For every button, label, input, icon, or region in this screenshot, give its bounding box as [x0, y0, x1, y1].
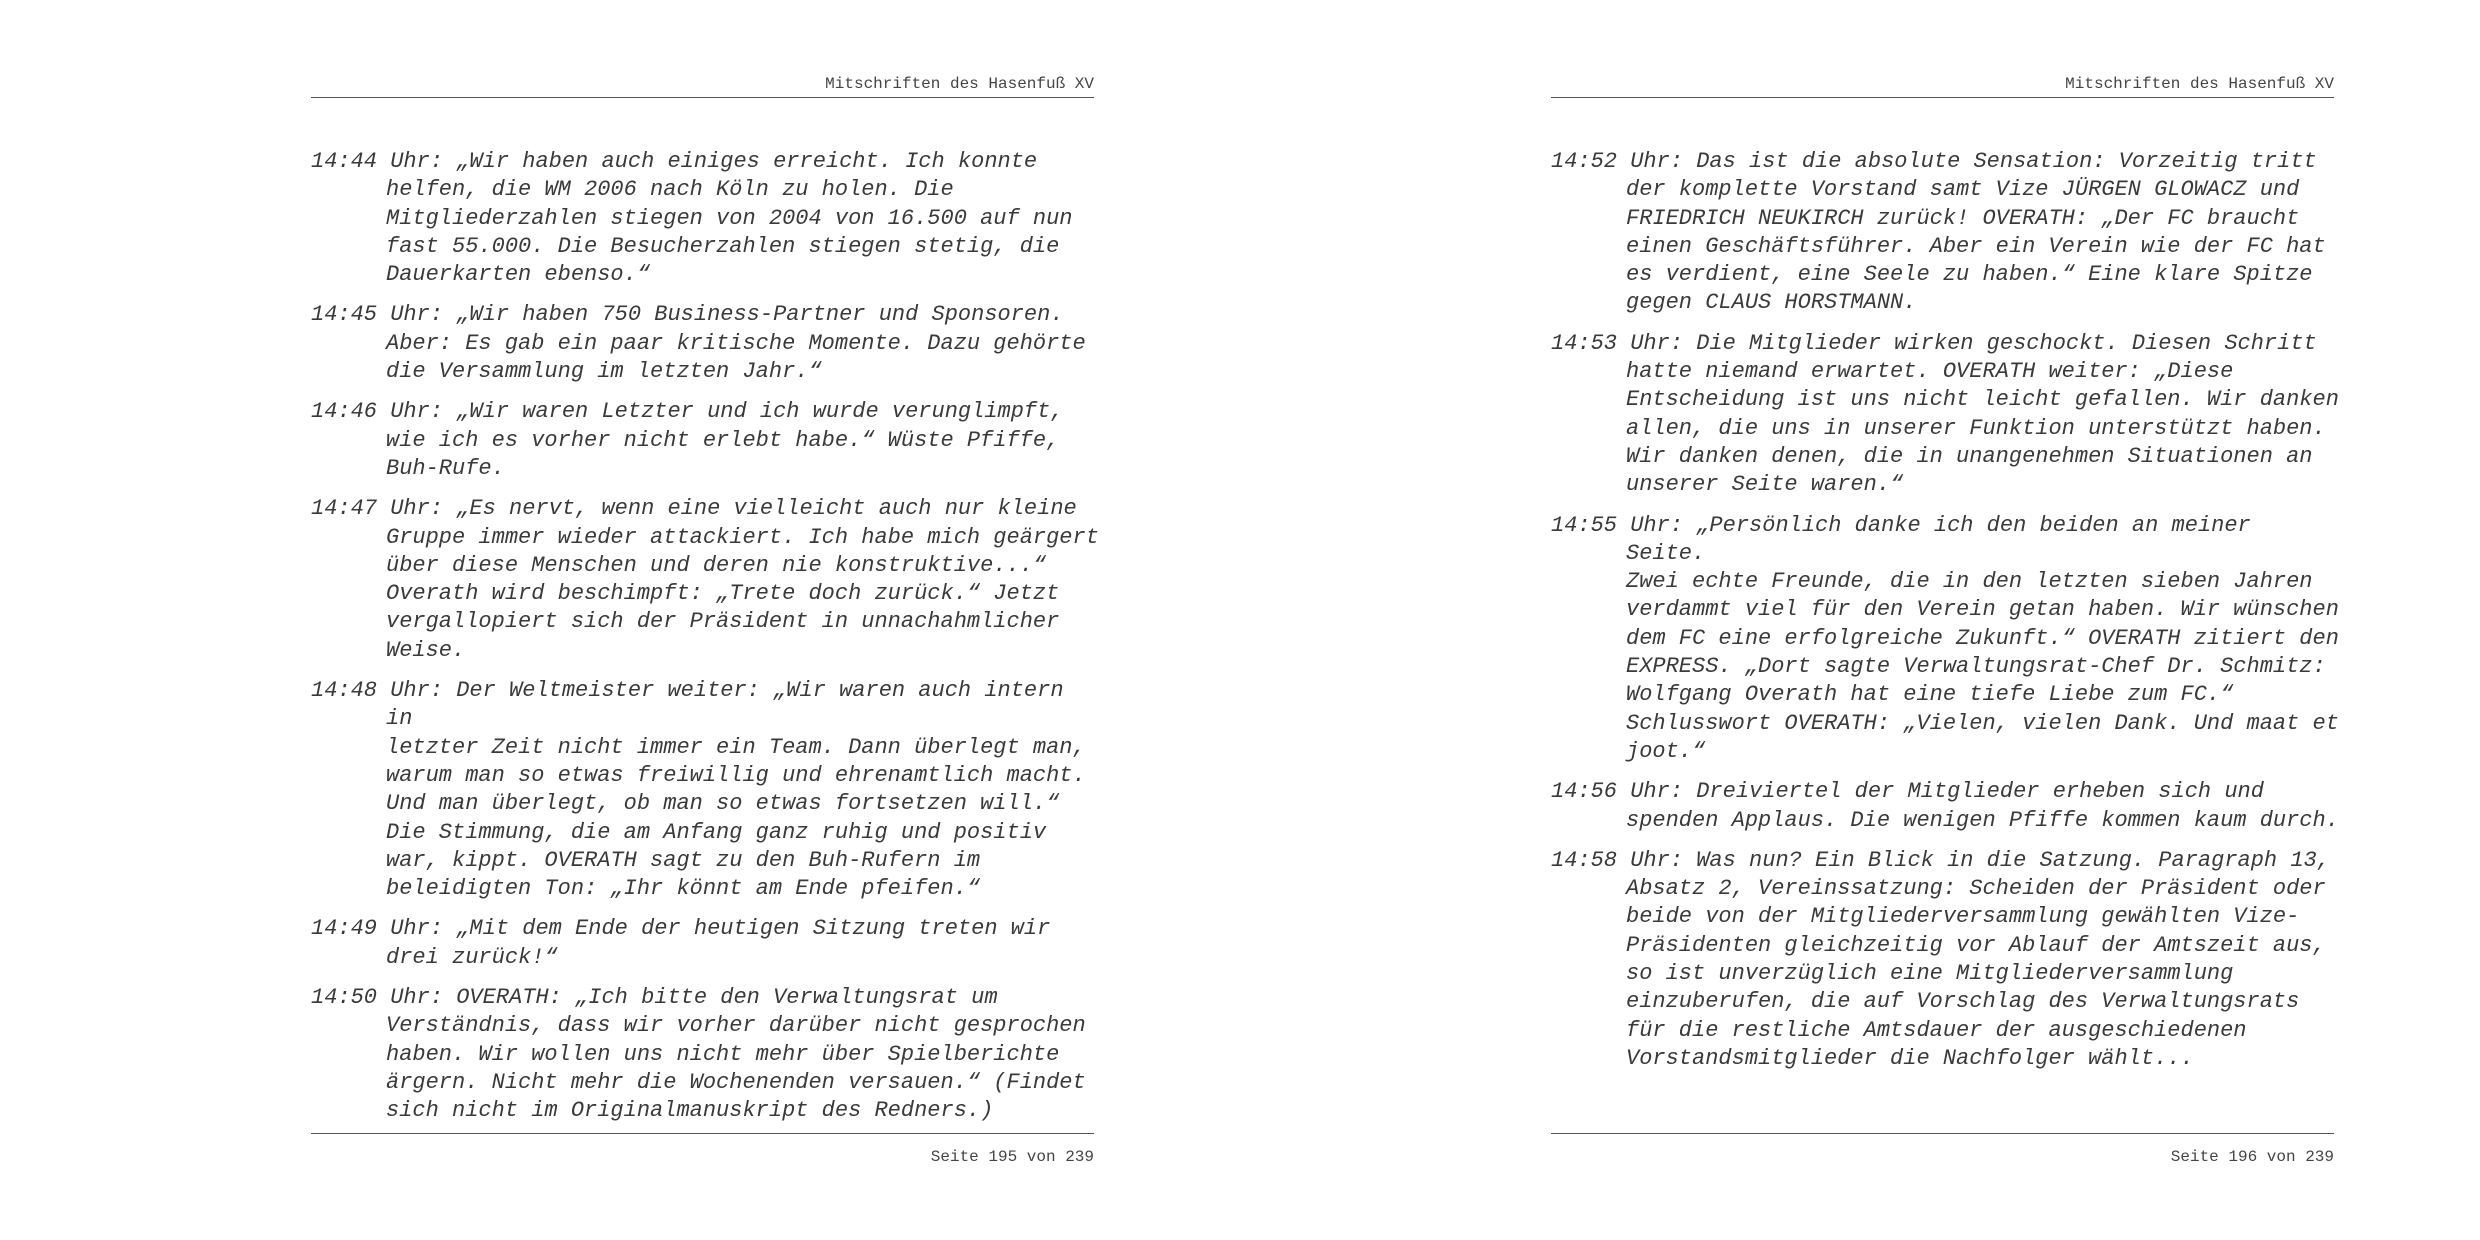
protocol-entry [311, 148, 1101, 289]
protocol-entry [311, 398, 1101, 483]
protocol-entries [311, 148, 1101, 1138]
protocol-entry [311, 495, 1101, 665]
entry-time: 14:48 Uhr: [311, 678, 444, 704]
header-rule [311, 97, 1094, 98]
entry-text: OVERATH: „Ich bitte den Verwaltungsrat um Verständnis, dass wir vorher darüber nicht gesprochen haben. Wir wollen uns nicht mehr über Spielberichte ärgern. Nicht mehr die Wochenenden versauen.“ (Findet sich nicht im Originalmanuskript des Redners.) [386, 985, 1086, 1124]
entry-text: Der Weltmeister weiter: „Wir waren auch intern in letzter Zeit nicht immer ein Team. Dann überlegt man, warum man so etwas freiwillig und ehrenamtlich macht. Und man überlegt, ob man so etwas fortsetzen will.“ Die Stimmung, die am Anfang ganz ruhig und positiv war, kippt. OVERATH sagt zu den Buh-Rufern im beleidigten Ton: „Ihr könnt am Ende pfeifen.“ [386, 678, 1086, 902]
page-number: Seite 196 von 239 [2170, 1148, 2334, 1166]
page-number: Seite 195 von 239 [930, 1148, 1094, 1166]
entry-text: „Wir haben 750 Business-Partner und Sponsoren. Aber: Es gab ein paar kritische Momente. Dazu gehörte die Versammlung im letzten Jahr.“ [386, 302, 1086, 385]
entry-time: 14:49 Uhr: [311, 916, 444, 942]
protocol-entry [1551, 512, 2341, 767]
footer-rule [311, 1133, 1094, 1134]
entry-time: 14:52 Uhr: [1551, 149, 1684, 174]
entry-text: Was nun? Ein Blick in die Satzung. Paragraph 13, Absatz 2, Vereinssatzung: Scheiden der Präsident oder beide von der Mitgliederversammlung gewählten Vize- Präsidenten gleichzeitig vor Ablauf der Amtszeit aus, so ist unverzüglich eine Mitgliederversammlung einzuberufen, die auf Vorschlag des Verwaltungsrats für die restliche Amtsdauer der ausgeschiedenen Vorstandsmitglieder die Nachfolger wählt... [1626, 847, 2330, 1071]
entry-time: 14:46 Uhr: [311, 399, 444, 425]
page-right [1240, 0, 2480, 1240]
entry-time: 14:44 Uhr: [311, 149, 444, 174]
entry-time: 14:50 Uhr: [311, 985, 444, 1011]
entry-text: „Persönlich danke ich den beiden an meiner Seite. Zwei echte Freunde, die in den letzten sieben Jahren verdammt viel für den Verein getan haben. Wir wünschen dem FC eine erfolgreiche Zukunft.“ OVERATH zitiert den EXPRESS. „Dort sagte Verwaltungsrat-Chef Dr. Schmitz: Wolfgang Overath hat eine tiefe Liebe zum FC.“ Schlusswort OVERATH: „Vielen, vielen Dank. Und maat et joot.“ [1626, 512, 2339, 764]
entry-text: „Mit dem Ende der heutigen Sitzung treten wir drei zurück!“ [386, 916, 1051, 970]
protocol-entry [1551, 778, 2341, 835]
entry-time: 14:45 Uhr: [311, 302, 444, 328]
protocol-entry [1551, 330, 2341, 500]
running-header: Mitschriften des Hasenfuß XV [2065, 75, 2334, 93]
page-left-content [311, 0, 1099, 1240]
page-right-content [1551, 0, 2339, 1240]
entry-time: 14:47 Uhr: [311, 496, 444, 522]
protocol-entry [1551, 847, 2341, 1073]
entry-text: Das ist die absolute Sensation: Vorzeitig tritt der komplette Vorstand samt Vize JÜRGEN GLOWACZ und FRIEDRICH NEUKIRCH zurück! OVERATH: „Der FC braucht einen Geschäftsführer. Aber ein Verein wie der FC hat es verdient, eine Seele zu haben.“ Eine klare Spitze gegen CLAUS HORSTMANN. [1626, 149, 2326, 316]
entry-time: 14:55 Uhr: [1551, 512, 1684, 538]
protocol-entry [311, 915, 1101, 972]
protocol-entry [311, 301, 1101, 386]
protocol-entry [311, 677, 1101, 903]
protocol-entry [311, 984, 1101, 1125]
entry-text: „Wir haben auch einiges erreicht. Ich konnte helfen, die WM 2006 nach Köln zu holen. Die Mitgliederzahlen stiegen von 2004 von 16.500 auf nun fast 55.000. Die Besucherzahlen stiegen stetig, die Dauerkarten ebenso.“ [386, 149, 1073, 288]
header-rule [1551, 97, 2334, 98]
protocol-entries [1551, 148, 2341, 1085]
entry-time: 14:56 Uhr: [1551, 779, 1684, 805]
footer-rule [1551, 1133, 2334, 1134]
entry-text: „Wir waren Letzter und ich wurde verunglimpft, wie ich es vorher nicht erlebt habe.“ Wüste Pfiffe, Buh-Rufe. [386, 399, 1064, 481]
entry-text: „Es nervt, wenn eine vielleicht auch nur kleine Gruppe immer wieder attackiert. Ich habe mich geärgert über diese Menschen und deren nie konstruktive...“ Overath wird beschimpft: „Trete doch zurück.“ Jetzt vergallopiert sich der Präsident in unnachahmlicher Weise. [386, 496, 1099, 663]
entry-time: 14:58 Uhr: [1551, 847, 1684, 873]
entry-text: Dreiviertel der Mitglieder erheben sich und spenden Applaus. Die wenigen Pfiffe kommen kaum durch. [1626, 779, 2339, 833]
running-header: Mitschriften des Hasenfuß XV [825, 75, 1094, 93]
protocol-entry [1551, 148, 2341, 318]
entry-time: 14:53 Uhr: [1551, 330, 1684, 356]
entry-text: Die Mitglieder wirken geschockt. Diesen Schritt hatte niemand erwartet. OVERATH weiter: „Diese Entscheidung ist uns nicht leicht gefallen. Wir danken allen, die uns in unserer Funktion unterstützt haben. Wir danken denen, die in unangenehmen Situationen an unserer Seite waren.“ [1626, 330, 2339, 498]
